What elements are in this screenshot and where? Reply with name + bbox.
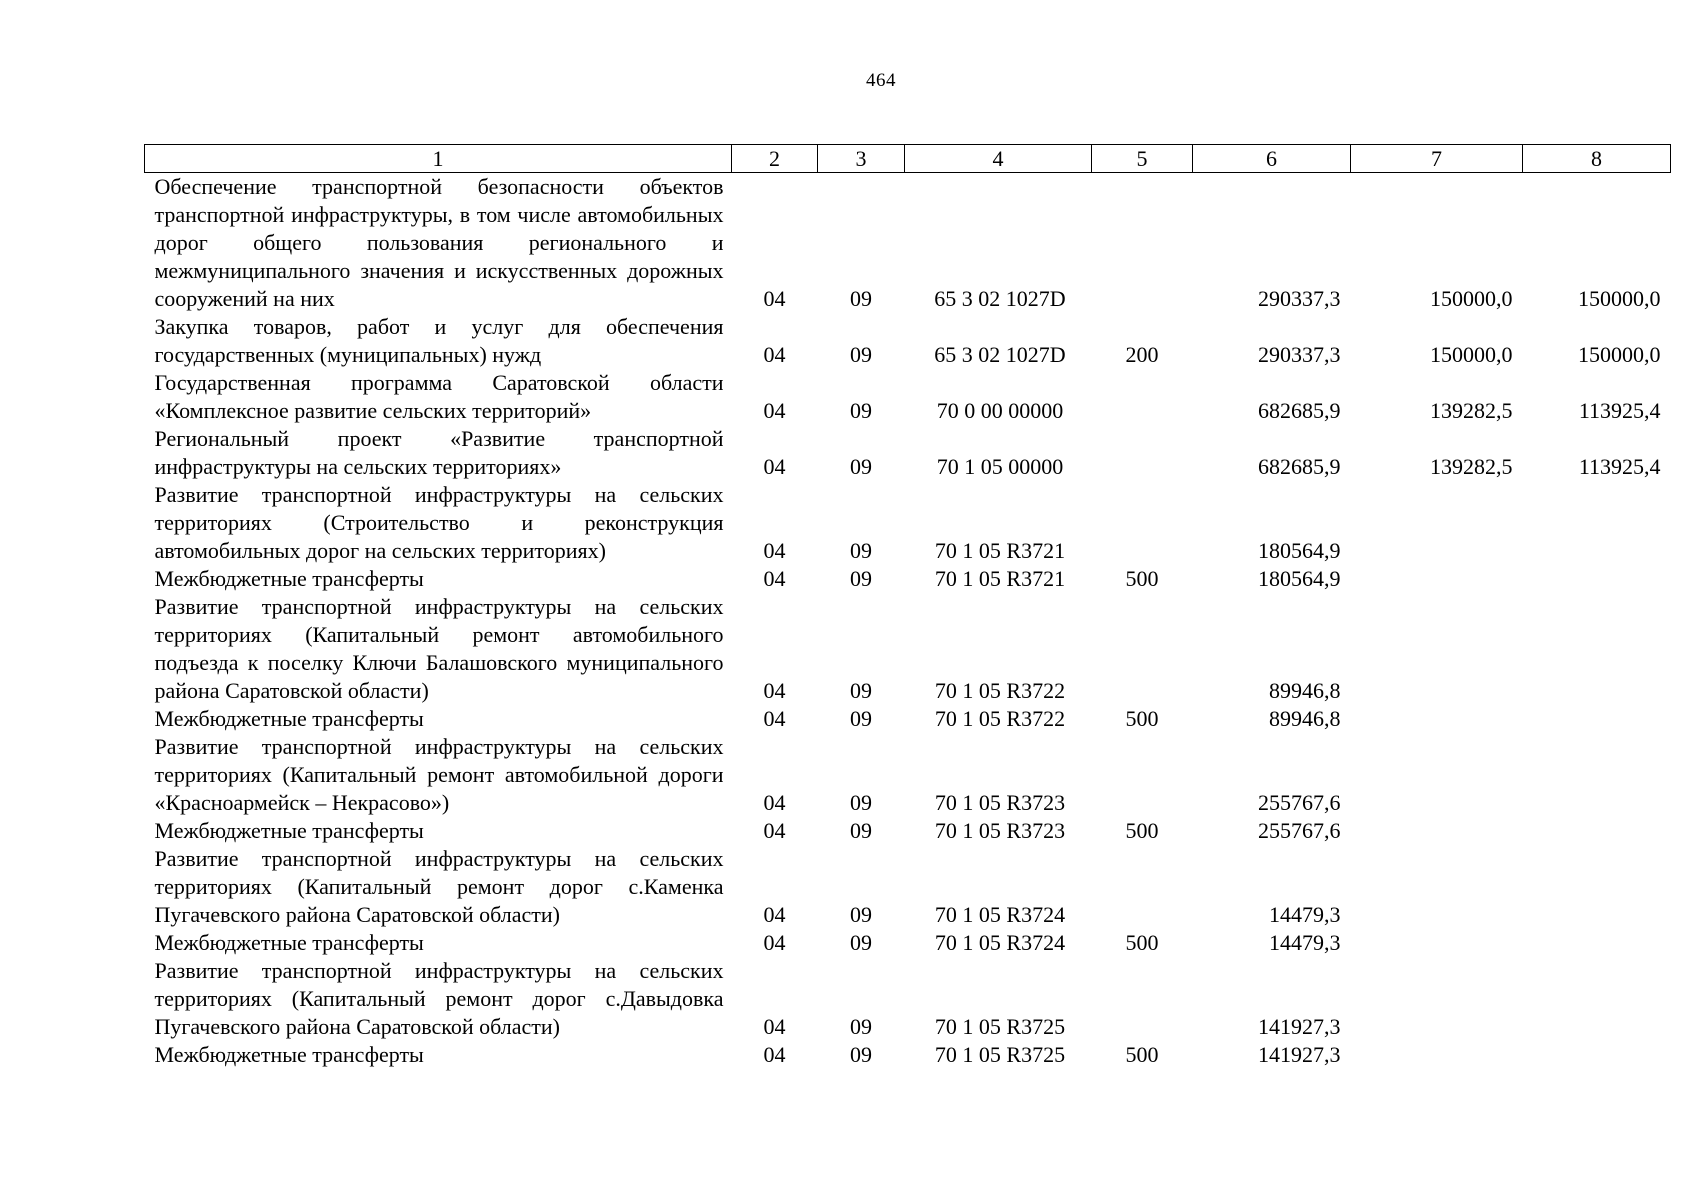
subsection-code-cell: 09: [850, 538, 872, 563]
subsection-code-cell: 09: [850, 818, 872, 843]
expense-type-cell: 500: [1125, 1042, 1159, 1067]
subsection-code-cell: 09: [850, 286, 872, 311]
subsection-code-cell: 09: [850, 790, 872, 815]
section-code-cell: 04: [763, 678, 786, 703]
section-code-cell: 04: [763, 1042, 786, 1067]
amount-col6-cell: 255767,6: [1258, 818, 1341, 843]
amount-col6-cell: 14479,3: [1269, 902, 1341, 927]
column-header-5: 5: [1092, 145, 1193, 173]
amount-col7-cell: [1351, 1041, 1523, 1069]
table-row: [145, 565, 1671, 593]
amount-col8-cell: [1523, 845, 1671, 929]
target-article-cell: 70 1 05 R3722: [934, 706, 1066, 731]
amount-col8-cell: 150000,0: [1578, 286, 1661, 311]
amount-col6-cell: 89946,8: [1269, 678, 1341, 703]
subsection-code-cell: 09: [850, 930, 872, 955]
table-row: [145, 929, 1671, 957]
expense-type-cell: [1092, 481, 1193, 565]
amount-col7-cell: [1351, 481, 1523, 565]
table-row: [145, 313, 1671, 369]
row-name-cell: Развитие транспортной инфраструктуры на сельских территориях (Строительство и реконструкция автомобильных дорог на сельских территориях): [154, 482, 724, 563]
section-code-cell: 04: [763, 398, 786, 423]
subsection-code-cell: 09: [850, 566, 872, 591]
row-name-cell: Государственная программа Саратовской области «Комплексное развитие сельских территорий»: [154, 370, 724, 423]
expense-type-cell: [1092, 173, 1193, 314]
column-header-4: 4: [905, 145, 1092, 173]
section-code-cell: 04: [763, 538, 786, 563]
subsection-code-cell: 09: [850, 706, 872, 731]
amount-col8-cell: 113925,4: [1578, 454, 1661, 479]
row-name-cell: Межбюджетные трансферты: [154, 1042, 424, 1067]
amount-col7-cell: [1351, 957, 1523, 1041]
section-code-cell: 04: [763, 902, 786, 927]
amount-col6-cell: 180564,9: [1258, 538, 1341, 563]
amount-col7-cell: 139282,5: [1430, 454, 1513, 479]
amount-col6-cell: 180564,9: [1258, 566, 1341, 591]
budget-table: [144, 144, 1671, 1069]
amount-col7-cell: [1351, 817, 1523, 845]
amount-col7-cell: 150000,0: [1430, 286, 1513, 311]
amount-col7-cell: [1351, 845, 1523, 929]
expense-type-cell: [1092, 425, 1193, 481]
amount-col7-cell: [1351, 593, 1523, 705]
table-row: [145, 1041, 1671, 1069]
row-name-cell: Межбюджетные трансферты: [154, 566, 424, 591]
row-name-cell: Межбюджетные трансферты: [154, 818, 424, 843]
amount-col6-cell: 290337,3: [1258, 286, 1341, 311]
column-header-8: 8: [1523, 145, 1671, 173]
column-header-3: 3: [818, 145, 905, 173]
table-row: [145, 733, 1671, 817]
amount-col7-cell: 139282,5: [1430, 398, 1513, 423]
amount-col8-cell: [1523, 1041, 1671, 1069]
amount-col7-cell: [1351, 565, 1523, 593]
column-header-1: 1: [145, 145, 732, 173]
table-row: [145, 845, 1671, 929]
amount-col6-cell: 255767,6: [1258, 790, 1341, 815]
subsection-code-cell: 09: [850, 342, 872, 367]
row-name-cell: Развитие транспортной инфраструктуры на сельских территориях (Капитальный ремонт дорог с.Давыдовка Пугачевского района Саратовской области): [154, 958, 724, 1039]
table-row: [145, 425, 1671, 481]
section-code-cell: 04: [763, 790, 786, 815]
expense-type-cell: [1092, 733, 1193, 817]
section-code-cell: 04: [763, 566, 786, 591]
target-article-cell: 65 3 02 1027D: [934, 342, 1066, 367]
section-code-cell: 04: [763, 706, 786, 731]
column-header-7: 7: [1351, 145, 1523, 173]
amount-col6-cell: 14479,3: [1269, 930, 1341, 955]
subsection-code-cell: 09: [850, 1042, 872, 1067]
amount-col6-cell: 290337,3: [1258, 342, 1341, 367]
subsection-code-cell: 09: [850, 454, 872, 479]
amount-col8-cell: [1523, 957, 1671, 1041]
row-name-cell: Региональный проект «Развитие транспортной инфраструктуры на сельских территориях»: [154, 426, 724, 479]
target-article-cell: 70 1 05 R3725: [934, 1042, 1066, 1067]
amount-col8-cell: [1523, 481, 1671, 565]
section-code-cell: 04: [763, 286, 786, 311]
section-code-cell: 04: [763, 1014, 786, 1039]
amount-col8-cell: [1523, 733, 1671, 817]
amount-col6-cell: 141927,3: [1258, 1042, 1341, 1067]
amount-col7-cell: [1351, 733, 1523, 817]
amount-col8-cell: 150000,0: [1578, 342, 1661, 367]
amount-col6-cell: 141927,3: [1258, 1014, 1341, 1039]
target-article-cell: 65 3 02 1027D: [934, 286, 1066, 311]
expense-type-cell: 500: [1125, 706, 1159, 731]
row-name-cell: Обеспечение транспортной безопасности объектов транспортной инфраструктуры, в том числе автомобильных дорог общего пользования регионального и межмуниципального значения и искусственных дорожных сооружений на них: [154, 174, 724, 311]
amount-col8-cell: [1523, 817, 1671, 845]
row-name-cell: Межбюджетные трансферты: [154, 930, 424, 955]
subsection-code-cell: 09: [850, 1014, 872, 1039]
table-row: [145, 481, 1671, 565]
target-article-cell: 70 1 05 R3725: [934, 1014, 1066, 1039]
row-name-cell: Межбюджетные трансферты: [154, 706, 424, 731]
amount-col8-cell: [1523, 593, 1671, 705]
target-article-cell: 70 1 05 R3721: [934, 538, 1066, 563]
subsection-code-cell: 09: [850, 678, 872, 703]
subsection-code-cell: 09: [850, 902, 872, 927]
target-article-cell: 70 0 00 00000: [936, 398, 1064, 423]
target-article-cell: 70 1 05 R3724: [934, 902, 1066, 927]
expense-type-cell: 200: [1125, 342, 1159, 367]
table-row: [145, 593, 1671, 705]
amount-col6-cell: 89946,8: [1269, 706, 1341, 731]
amount-col7-cell: [1351, 705, 1523, 733]
row-name-cell: Развитие транспортной инфраструктуры на сельских территориях (Капитальный ремонт автомобильного подъезда к поселку Ключи Балашовского муниципального района Саратовской области): [154, 594, 724, 703]
amount-col6-cell: 682685,9: [1258, 398, 1341, 423]
amount-col7-cell: [1351, 929, 1523, 957]
budget-table-container: [144, 144, 1670, 1069]
table-row: [145, 369, 1671, 425]
expense-type-cell: 500: [1125, 930, 1159, 955]
target-article-cell: 70 1 05 00000: [936, 454, 1064, 479]
amount-col7-cell: 150000,0: [1430, 342, 1513, 367]
section-code-cell: 04: [763, 454, 786, 479]
table-row: [145, 957, 1671, 1041]
amount-col8-cell: [1523, 705, 1671, 733]
target-article-cell: 70 1 05 R3724: [934, 930, 1066, 955]
row-name-cell: Развитие транспортной инфраструктуры на сельских территориях (Капитальный ремонт автомобильной дороги «Красноармейск – Некрасово»): [154, 734, 724, 815]
row-name-cell: Закупка товаров, работ и услуг для обеспечения государственных (муниципальных) нужд: [154, 314, 724, 367]
row-name-cell: Развитие транспортной инфраструктуры на сельских территориях (Капитальный ремонт дорог с.Каменка Пугачевского района Саратовской области): [154, 846, 724, 927]
section-code-cell: 04: [763, 818, 786, 843]
expense-type-cell: 500: [1125, 566, 1159, 591]
subsection-code-cell: 09: [850, 398, 872, 423]
target-article-cell: 70 1 05 R3723: [934, 790, 1066, 815]
table-row: [145, 817, 1671, 845]
section-code-cell: 04: [763, 342, 786, 367]
amount-col8-cell: [1523, 565, 1671, 593]
expense-type-cell: [1092, 369, 1193, 425]
column-header-6: 6: [1193, 145, 1351, 173]
column-header-2: 2: [732, 145, 818, 173]
expense-type-cell: [1092, 593, 1193, 705]
table-header-row: [145, 145, 1671, 173]
target-article-cell: 70 1 05 R3721: [934, 566, 1066, 591]
expense-type-cell: [1092, 957, 1193, 1041]
target-article-cell: 70 1 05 R3722: [934, 678, 1066, 703]
table-row: [145, 705, 1671, 733]
amount-col8-cell: 113925,4: [1578, 398, 1661, 423]
page-number: 464: [866, 70, 896, 91]
section-code-cell: 04: [763, 930, 786, 955]
table-row: [145, 173, 1671, 314]
target-article-cell: 70 1 05 R3723: [934, 818, 1066, 843]
table-body: [145, 173, 1671, 1070]
expense-type-cell: 500: [1125, 818, 1159, 843]
amount-col8-cell: [1523, 929, 1671, 957]
expense-type-cell: [1092, 845, 1193, 929]
amount-col6-cell: 682685,9: [1258, 454, 1341, 479]
